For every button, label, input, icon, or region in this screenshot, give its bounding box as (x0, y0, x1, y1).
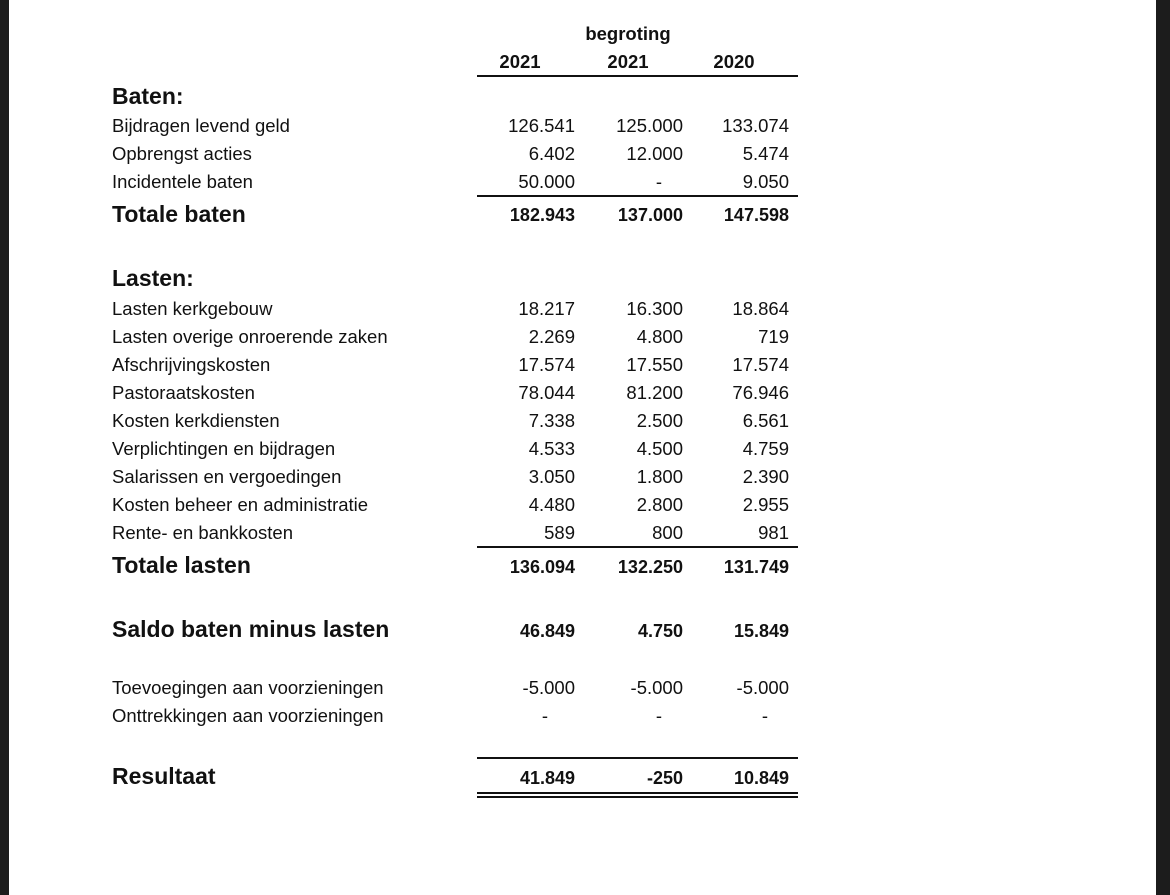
row-value-budget: - (655, 705, 662, 726)
row-value-budget: 1.800 (636, 466, 683, 487)
row-label: Opbrengst acties (112, 143, 252, 164)
left-window-edge (0, 0, 9, 895)
baten-subtotal-rule (477, 195, 798, 197)
total-lasten-budget: 132.250 (617, 557, 683, 577)
row-value-2021: 18.217 (518, 298, 575, 319)
row-value-budget: 4.500 (636, 438, 683, 459)
saldo-2021: 46.849 (519, 621, 575, 641)
column-header-2021: 2021 (499, 51, 541, 72)
row-label: Verplichtingen en bijdragen (112, 438, 336, 459)
saldo-label: Saldo baten minus lasten (112, 616, 390, 642)
result-double-rule-bottom (477, 796, 798, 798)
row-value-2020: 18.864 (732, 298, 789, 319)
row-label: Kosten beheer en administratie (112, 494, 369, 515)
row-value-2021: -5.000 (522, 677, 575, 698)
resultaat-2020: 10.849 (733, 768, 789, 788)
total-lasten-2020: 131.749 (723, 557, 789, 577)
header-rule (477, 75, 798, 77)
row-value-budget: 81.200 (626, 382, 683, 403)
row-value-2020: 719 (758, 326, 789, 347)
row-label: Rente- en bankkosten (112, 522, 294, 543)
total-baten-2020: 147.598 (723, 205, 789, 225)
row-value-2021: 7.338 (528, 410, 575, 431)
row-value-2020: - (761, 705, 768, 726)
row-value-2021: - (541, 705, 548, 726)
row-value-2021: 50.000 (518, 171, 575, 192)
row-value-2021: 3.050 (528, 466, 575, 487)
row-value-2020: -5.000 (736, 677, 789, 698)
row-value-2020: 133.074 (722, 115, 789, 136)
row-value-2021: 78.044 (518, 382, 575, 403)
row-label: Pastoraatskosten (112, 382, 255, 403)
total-baten-label: Totale baten (112, 201, 246, 227)
column-header-budget-label: begroting (585, 23, 671, 44)
row-value-budget: 2.500 (636, 410, 683, 431)
right-window-edge (1156, 0, 1170, 895)
row-value-budget: 4.800 (636, 326, 683, 347)
row-value-2020: 76.946 (732, 382, 789, 403)
row-label: Salarissen en vergoedingen (112, 466, 342, 487)
lasten-heading: Lasten: (112, 265, 194, 291)
row-value-budget: 125.000 (616, 115, 683, 136)
row-value-2021: 589 (544, 522, 575, 543)
row-value-2020: 5.474 (742, 143, 789, 164)
result-top-rule (477, 757, 798, 759)
row-label: Lasten overige onroerende zaken (112, 326, 388, 347)
row-value-budget: 17.550 (626, 354, 683, 375)
saldo-2020: 15.849 (733, 621, 789, 641)
row-value-2021: 2.269 (528, 326, 575, 347)
row-label: Onttrekkingen aan voorzieningen (112, 705, 384, 726)
row-value-budget: 12.000 (626, 143, 683, 164)
row-value-2021: 6.402 (528, 143, 575, 164)
row-label: Incidentele baten (112, 171, 253, 192)
column-header-2020: 2020 (713, 51, 755, 72)
saldo-budget: 4.750 (637, 621, 683, 641)
row-value-budget: 800 (652, 522, 683, 543)
total-lasten-2021: 136.094 (509, 557, 575, 577)
row-value-budget: 2.800 (636, 494, 683, 515)
total-baten-budget: 137.000 (617, 205, 683, 225)
resultaat-budget: -250 (646, 768, 683, 788)
row-value-2020: 4.759 (742, 438, 789, 459)
row-label: Lasten kerkgebouw (112, 298, 273, 319)
row-label: Kosten kerkdiensten (112, 410, 280, 431)
row-value-2021: 4.480 (528, 494, 575, 515)
row-value-budget: - (655, 171, 662, 192)
row-value-2021: 4.533 (528, 438, 575, 459)
row-value-2021: 17.574 (518, 354, 575, 375)
row-value-2020: 6.561 (742, 410, 789, 431)
row-value-2021: 126.541 (508, 115, 575, 136)
resultaat-label: Resultaat (112, 763, 216, 789)
row-value-2020: 2.390 (742, 466, 789, 487)
row-value-budget: 16.300 (626, 298, 683, 319)
row-label: Bijdragen levend geld (112, 115, 290, 136)
column-header-budget-2021: 2021 (607, 51, 649, 72)
row-value-2020: 17.574 (732, 354, 789, 375)
row-value-2020: 981 (758, 522, 789, 543)
baten-heading: Baten: (112, 83, 184, 109)
row-label: Afschrijvingskosten (112, 354, 271, 375)
row-label: Toevoegingen aan voorzieningen (112, 677, 384, 698)
result-double-rule-top (477, 792, 798, 794)
row-value-2020: 2.955 (742, 494, 789, 515)
total-lasten-label: Totale lasten (112, 552, 251, 578)
lasten-subtotal-rule (477, 546, 798, 548)
row-value-2020: 9.050 (742, 171, 789, 192)
row-value-budget: -5.000 (630, 677, 683, 698)
resultaat-2021: 41.849 (519, 768, 575, 788)
total-baten-2021: 182.943 (509, 205, 575, 225)
